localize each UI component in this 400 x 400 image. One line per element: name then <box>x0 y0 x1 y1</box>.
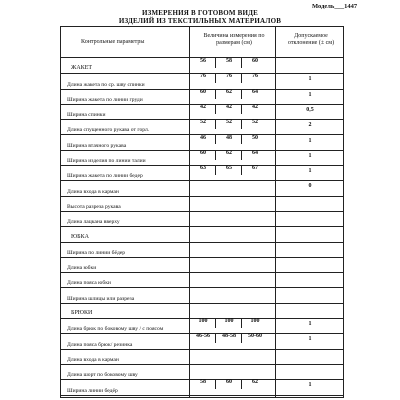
cell-divider <box>215 333 216 343</box>
size-value-cell: 50-60 <box>248 333 262 340</box>
size-value-cell: 46 <box>200 134 206 141</box>
size-value-cell: 58 <box>226 58 232 64</box>
tolerance-value: 1 <box>308 76 312 83</box>
size-value-cell: 100 <box>198 318 208 325</box>
size-value-cell: 60 <box>226 379 232 386</box>
table-row <box>61 379 343 394</box>
size-value-cell: 62 <box>226 88 232 95</box>
size-value-cell: 48 <box>226 134 232 141</box>
table-row <box>61 288 343 303</box>
parameter-label: Ширина жакета по линии бедер <box>67 173 143 180</box>
size-value-cell: 48-58 <box>222 333 236 340</box>
tolerance-value: 1 <box>308 382 312 389</box>
size-value-cell: 58 <box>200 379 206 386</box>
parameter-label: Ширина шлицы или разреза <box>67 295 135 302</box>
size-value-cell: 76 <box>252 73 258 80</box>
size-value-cell: 52 <box>226 119 232 126</box>
size-value-cell: 50 <box>252 134 258 141</box>
table-row <box>61 150 343 165</box>
cell-divider <box>241 73 242 83</box>
size-value-cell: 46-56 <box>196 333 210 340</box>
parameter-label: Ширина линии бедёр <box>67 387 118 394</box>
parameter-label: Высота разреза рукава <box>67 203 121 210</box>
table-row <box>61 135 343 150</box>
cell-divider <box>215 119 216 129</box>
header-sizes: Величина измерения по размерам (см) <box>203 33 265 46</box>
size-value-cell: 64 <box>252 149 258 156</box>
document-title <box>0 9 400 25</box>
table-row <box>61 89 343 104</box>
table-row <box>61 73 343 88</box>
parameter-label: Ширина втачного рукава <box>67 142 127 149</box>
cell-divider <box>241 150 242 160</box>
size-value-cell: 65 <box>226 165 232 172</box>
section-row <box>61 303 343 318</box>
size-value-cell: 62 <box>226 149 232 156</box>
parameter-label: Длина пояса брюк/ резинка <box>67 341 133 348</box>
cell-divider <box>241 135 242 145</box>
section-label: ЖАКЕТ <box>71 65 93 72</box>
size-value-cell: 52 <box>252 119 258 126</box>
size-value-cell: 42 <box>200 103 206 110</box>
cell-divider <box>215 104 216 114</box>
size-value-cell: 67 <box>252 165 258 172</box>
parameter-label: Ширина жакета по линии груди <box>67 96 143 103</box>
row-divider <box>61 395 343 396</box>
parameter-label: Длина спущенного рукава от горл. <box>67 127 150 134</box>
table-row <box>61 180 343 195</box>
table-row <box>61 196 343 211</box>
cell-divider <box>215 73 216 83</box>
parameter-label: Длина лацкана вверху <box>67 219 120 226</box>
size-value-cell: 62 <box>252 379 258 386</box>
size-value-cell: 64 <box>252 88 258 95</box>
section-label: БРЮКИ <box>71 310 93 317</box>
parameter-label: Длина юбки <box>67 265 97 272</box>
size-value-cell: 100 <box>250 318 260 325</box>
cell-divider <box>241 104 242 114</box>
header-tolerance: Допускаемое отклонение (± см) <box>287 33 335 46</box>
parameter-label: Длина брюк по боковому шву / с поясом <box>67 326 164 333</box>
cell-divider <box>215 89 216 99</box>
cell-divider <box>215 58 216 68</box>
title-line-2: ИЗДЕЛИЙ ИЗ ТЕКСТИЛЬНЫХ МАТЕРИАЛОВ <box>118 17 282 25</box>
cell-divider <box>241 119 242 129</box>
title-line-1: ИЗМЕРЕНИЯ В ГОТОВОМ ВИДЕ <box>141 9 259 17</box>
tolerance-value: 1 <box>308 91 312 98</box>
tolerance-value: 0,5 <box>306 106 314 113</box>
cell-divider <box>241 318 242 328</box>
parameter-label: Ширина изделия по линии талии <box>67 158 146 165</box>
table-row <box>61 333 343 348</box>
table-row <box>61 349 343 364</box>
tolerance-value: 1 <box>308 137 312 144</box>
size-value-cell: 63 <box>200 165 206 172</box>
size-value-cell: 42 <box>252 103 258 110</box>
cell-divider <box>241 379 242 389</box>
parameter-label: Длина шорт по боковому шву <box>67 372 138 379</box>
size-value-cell: 76 <box>226 73 232 80</box>
cell-divider <box>215 379 216 389</box>
tolerance-value: 1 <box>308 168 312 175</box>
size-value-cell: 60 <box>200 149 206 156</box>
cell-divider <box>241 165 242 175</box>
parameter-label: Длина входа в карман <box>67 188 119 195</box>
cell-divider <box>215 135 216 145</box>
size-value-cell: 42 <box>226 103 232 110</box>
size-value-cell: 60 <box>200 88 206 95</box>
tolerance-value: 0 <box>308 183 312 190</box>
size-value-cell: 100 <box>224 318 234 325</box>
parameter-label: Ширина спинки <box>67 112 106 119</box>
cell-divider <box>215 150 216 160</box>
table-row <box>61 257 343 272</box>
table-row <box>61 165 343 180</box>
parameter-label: Длина входа в карман <box>67 356 119 363</box>
tolerance-value: 1 <box>308 152 312 159</box>
size-value-cell: 56 <box>200 58 206 64</box>
size-value-cell: 52 <box>200 119 206 126</box>
model-label: Модель___1447 <box>312 3 358 10</box>
tolerance-value: 2 <box>308 122 312 129</box>
cell-divider <box>241 333 242 343</box>
table-row <box>61 364 343 379</box>
tolerance-value: 1 <box>308 336 312 343</box>
header-params: Контрольные параметры <box>81 39 145 45</box>
table-row <box>61 211 343 226</box>
parameter-label: Ширина по линии бёдер <box>67 249 126 256</box>
parameter-label: Длина пояса юбки <box>67 280 111 287</box>
table-row <box>61 119 343 134</box>
tolerance-value: 1 <box>308 321 312 328</box>
size-value-cell: 76 <box>200 73 206 80</box>
size-value-cell: 60 <box>252 58 258 64</box>
table-row <box>61 318 343 333</box>
cell-divider <box>241 89 242 99</box>
table-row <box>61 104 343 119</box>
cell-divider <box>215 318 216 328</box>
table-row <box>61 242 343 257</box>
parameter-label: Длина жакета по ср. шву спинки <box>67 81 145 88</box>
section-row <box>61 226 343 241</box>
measurements-table <box>60 26 344 398</box>
table-row <box>61 272 343 287</box>
cell-divider <box>241 58 242 68</box>
section-label: ЮБКА <box>71 233 89 240</box>
section-row <box>61 58 343 73</box>
cell-divider <box>215 165 216 175</box>
